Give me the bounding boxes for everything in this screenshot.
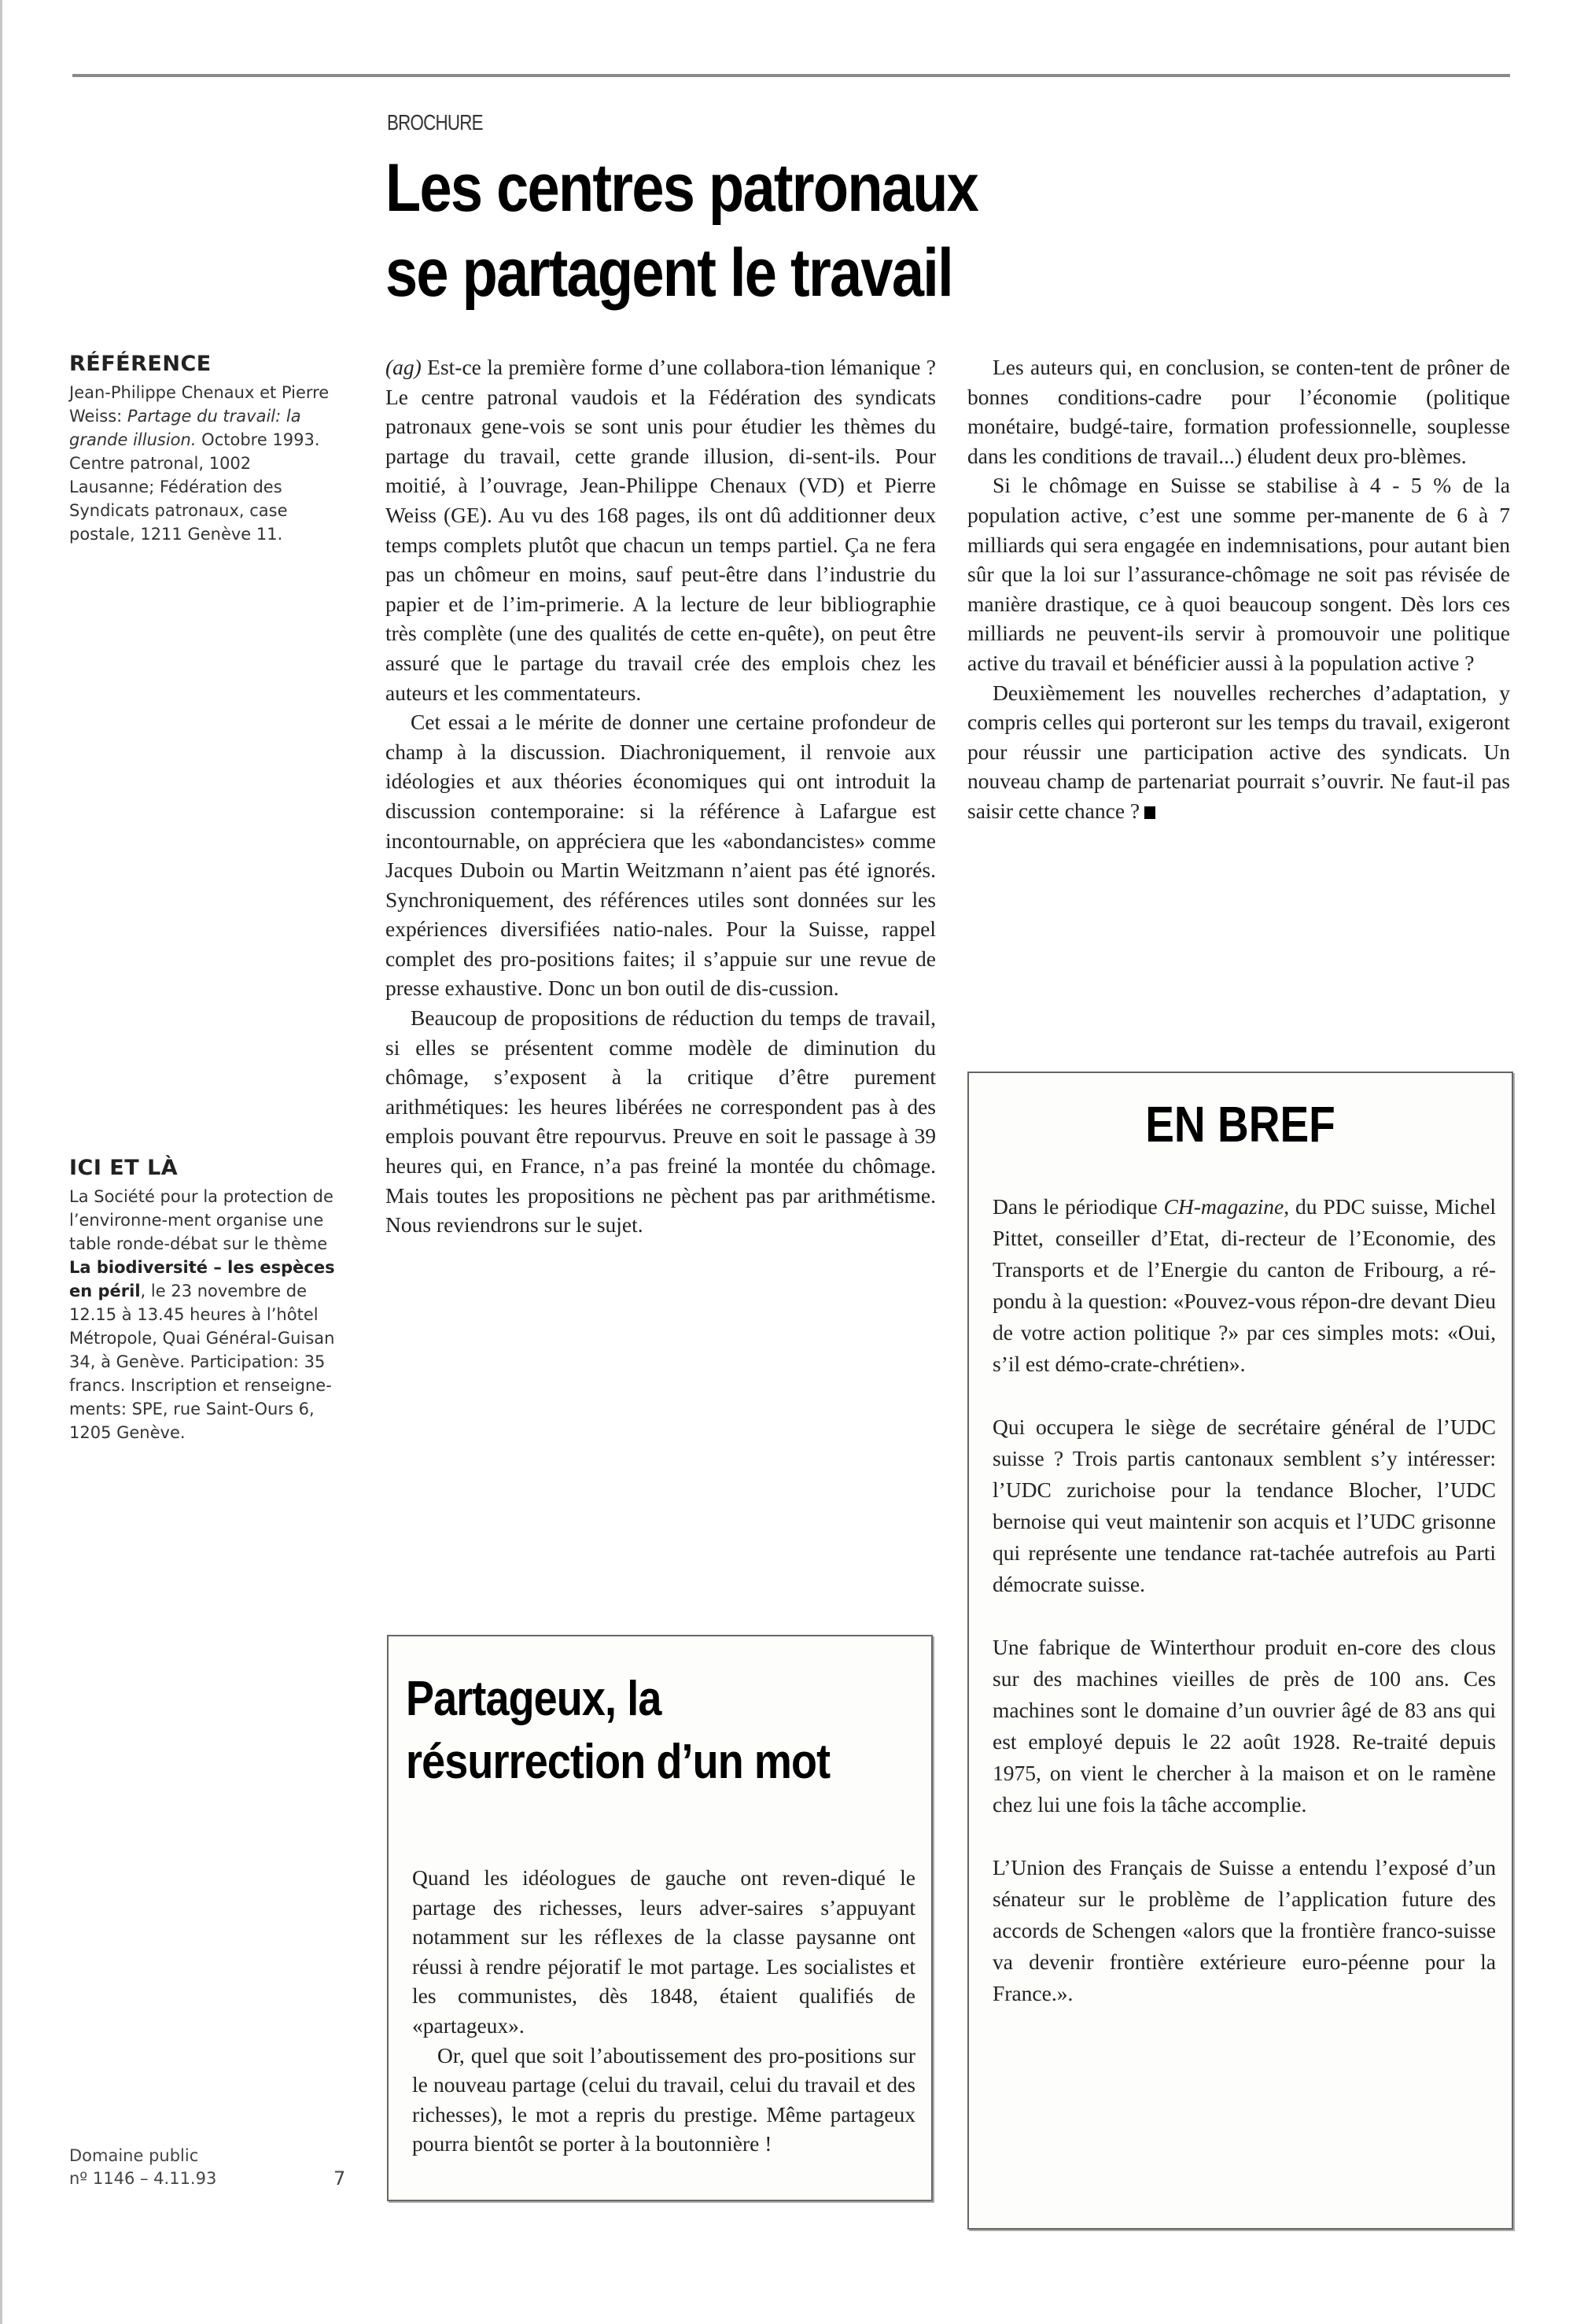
article-byline: (ag)	[385, 355, 422, 379]
sidebar-reference	[69, 352, 337, 546]
partageux-title-line-1: Partageux, la	[406, 1672, 661, 1726]
page-headline	[385, 146, 1129, 315]
partageux-paragraph: Or, quel que soit l’aboutissement des pro-positions sur le nouveau partage (celui du travail, celui du travail et des richesses), le mot a repris du prestige. Même partageux pourra bientôt se porter à la boutonnière !	[412, 2042, 915, 2156]
en-bref-item: Une fabrique de Winterthour produit en-core des clous sur des machines vieilles de près de 100 ans. Ces machines sont le domaine d’un ouvrier âgé de 83 ans qui est employé depuis le 22 août 1928. Re-traité depuis 1975, on vient le chercher à la maison et on le ramène chez lui une fois la tâche accomplie.	[993, 1635, 1496, 1817]
article-paragraph: Cet essai a le mérite de donner une certaine profondeur de champ à la discussion. Diachroniquement, il renvoie aux idéologies et aux théories économiques qui ont introduit la discussion contemporaine: si la référence à Lafargue est incontournable, on appréciera que les «abondancistes» comme Jacques Duboin ou Martin Weitzmann n’aient pas été ignorés. Synchroniquement, des références utiles sont données sur les expériences diversifiées natio-nales. Pour la Suisse, rappel complet des pro-positions faites; il s’appuie sur une revue de presse exhaustive. Donc un bon outil de dis-cussion.	[385, 710, 936, 1001]
page-number: 7	[333, 2167, 346, 2189]
reference-details: Octobre 1993. Centre patronal, 1002 Lausanne; Fédération des Syndicats patronaux, case postale, 1211 Genève 11.	[69, 430, 320, 544]
ici-et-la-heading: ICI ET LÀ	[69, 1156, 179, 1180]
article-column-middle	[385, 352, 936, 1240]
sidebar-box-en-bref	[967, 1072, 1513, 2230]
end-of-article-square-icon	[1144, 806, 1155, 819]
partageux-body	[412, 1863, 915, 2159]
article-paragraph	[967, 678, 1510, 826]
ici-et-la-text	[69, 1185, 337, 1444]
article-paragraph: Si le chômage en Suisse se stabilise à 4 - 5 % de la population active, c’est une somme per-manente de 6 à 7 milliards qui sera engagée en indemnisations, pour autant bien sûr que la loi sur l’assurance-chômage ne soit pas révisée de manière drastique, ce à quoi beaucoup songent. Dès lors ces milliards ne peuvent-ils servir à promouvoir une politique active du travail et bénéficier aussi à la population active ?	[967, 473, 1510, 675]
en-bref-item-text: , du PDC suisse, Michel Pittet, conseiller d’Etat, di-recteur de l’Economie, des Transports et de l’Energie du canton de Fribourg, a ré-pondu à la question: «Pouvez-vous répon-dre devant Dieu de votre action politique ?» par ces simples mots: «Oui, s’il est démo-crate-chrétien».	[993, 1194, 1496, 1376]
article-column-right	[967, 352, 1510, 826]
page-footer	[69, 2145, 344, 2190]
article-paragraph	[385, 352, 936, 707]
en-bref-item: L’Union des Français de Suisse a entendu l’exposé d’un sénateur sur le problème de l’application future des accords de Schengen «alors que la frontière franco-suisse va devenir frontière extérieure euro-péenne pour la France.».	[993, 1855, 1496, 2005]
partageux-title	[406, 1668, 885, 1794]
article-paragraph-text: Deuxièmement les nouvelles recherches d’adaptation, y compris celles qui porteront sur les temps du travail, exigeront pour réussir une participation active des syndicats. Un nouveau champ de partenariat pourrait s’ouvrir. Ne faut-il pas saisir cette chance ?	[967, 680, 1510, 823]
reference-book-title: Partage du travail: la grande illusion.	[69, 407, 301, 449]
partageux-title-line-2: résurrection d’un mot	[406, 1735, 831, 1789]
reference-text	[69, 381, 337, 546]
magazine-name: CH-magazine	[1163, 1194, 1284, 1219]
page-edge	[0, 0, 2, 2324]
reference-authors: Jean-Philippe Chenaux et Pierre Weiss:	[69, 383, 330, 426]
ici-et-la-intro: La Société pour la protection de l’environne-ment organise une table ronde-débat sur le thème	[69, 1187, 333, 1253]
partageux-paragraph: Quand les idéologues de gauche ont reven-diqué le partage des richesses, leurs adver-saires s’appuyant notamment sur les réflexes de la classe paysanne ont réussi à rendre péjoratif le mot partage. Les socialistes et les communistes, dès 1848, étaient qualifiés de «partageux».	[412, 1865, 915, 2038]
sidebar-box-partageux	[387, 1635, 933, 2201]
en-bref-item-text: Dans le périodique	[993, 1194, 1164, 1219]
sidebar-ici-et-la	[69, 1156, 337, 1444]
en-bref-items	[993, 1191, 1496, 2041]
en-bref-item	[993, 1191, 1496, 1380]
article-paragraph: Les auteurs qui, en conclusion, se conten-tent de prôner de bonnes conditions-cadre pour l’économie (politique monétaire, budgé-taire, formation professionnelle, souplesse dans les conditions de travail...) éludent deux pro-blèmes.	[967, 355, 1510, 468]
top-rule-divider	[72, 74, 1510, 77]
en-bref-item: Qui occupera le siège de secrétaire général de l’UDC suisse ? Trois partis cantonaux semblent s’y intéresser: l’UDC zurichoise pour la tendance Blocher, l’UDC bernoise qui veut maintenir son acquis et l’UDC grisonne qui représente une tendance rat-tachée autrefois au Parti démocrate suisse.	[993, 1415, 1496, 1596]
ici-et-la-theme: La biodiversité – les espèces en péril	[69, 1258, 335, 1300]
reference-heading: RÉFÉRENCE	[69, 352, 212, 376]
headline-line-1: Les centres patronaux	[385, 150, 978, 226]
article-paragraph: Beaucoup de propositions de réduction du temps de travail, si elles se présentent comme modèle de diminution du chômage, s’exposent à la critique d’être purement arithmétiques: les heures libérées ne correspondent pas à des emplois pouvant être repourvus. Preuve en soit le passage à 39 heures qui, en France, n’a pas freiné la montée du chômage. Mais toutes les propositions ne pèchent pas par arithmétisme. Nous reviendrons sur le sujet.	[385, 1005, 936, 1238]
en-bref-title: EN BREF	[1145, 1096, 1335, 1153]
headline-line-2: se partagent le travail	[385, 235, 952, 311]
section-kicker: BROCHURE	[387, 110, 483, 135]
article-paragraph-text: Est-ce la première forme d’une collabora-tion lémanique ? Le centre patronal vaudois et la Fédération des syndicats patronaux gene-vois se sont unis pour étudier les thèmes du partage du travail, cette grande illusion, di-sent-ils. Pour moitié, à l’ouvrage, Jean-Philippe Chenaux (VD) et Pierre Weiss (GE). Au vu des 168 pages, ils ont dû additionner deux temps complets plutôt que chacun un temps partiel. Ça ne fera pas un chômeur en moins, sauf peut-être dans l’industrie du papier et de l’im-primerie. A la lecture de leur bibliographie très complète (une des qualités de cette en-quête), on peut être assuré que le partage du travail crée des emplois chez les auteurs et les commentateurs.	[385, 355, 936, 705]
publication-name: Domaine public	[69, 2146, 199, 2165]
ici-et-la-details: , le 23 novembre de 12.15 à 13.45 heures à l’hôtel Métropole, Quai Général-Guisan 34, à Genève. Participation: 35 francs. Inscription et renseigne-ments: SPE, rue Saint-Ours 6, 1205 Genève.	[69, 1282, 335, 1442]
issue-info: nº 1146 – 4.11.93	[69, 2169, 217, 2188]
